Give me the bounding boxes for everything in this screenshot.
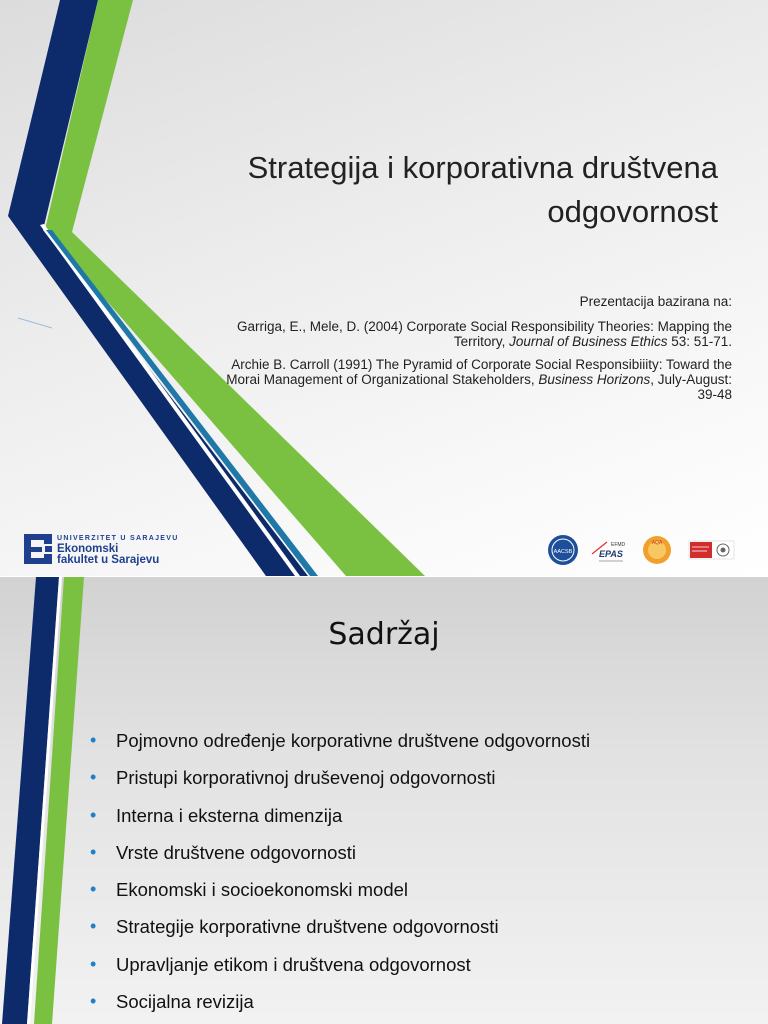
bullet-icon: •: [90, 953, 97, 974]
list-item: [90, 722, 590, 759]
faculty-logo-icon: [24, 534, 52, 564]
certification-logo: [689, 541, 734, 559]
aqa-logo: [643, 536, 671, 564]
references: [212, 294, 732, 410]
list-item: [90, 797, 590, 834]
decor-line: [18, 318, 52, 328]
epas-logo: [592, 542, 626, 561]
list-item-text: Pristupi korporativnoj druševenoj odgovornosti: [116, 767, 496, 789]
aacsb-logo: [548, 535, 578, 565]
contents-slide: [0, 577, 768, 1024]
reference-1-tail: 53: 51-71.: [667, 334, 732, 349]
list-item-text: Pojmovno određenje korporativne društvene odgovornosti: [116, 730, 591, 751]
bullet-icon: •: [90, 804, 97, 825]
contents-list: [90, 722, 590, 1020]
svg-text:EFMD: EFMD: [611, 542, 626, 548]
logo-faculty-line2: fakultet u Sarajevu: [57, 553, 160, 566]
reference-2-text: Archie B. Carroll (1991) The Pyramid of Corporate Social Responsibiiity: Toward the Morai Management of Organizational Stakeholders,: [226, 357, 732, 387]
list-item: [90, 983, 590, 1020]
bullet-icon: •: [90, 916, 97, 937]
title-line-2: odgovornost: [547, 194, 718, 229]
list-item-text: Interna i eksterna dimenzija: [116, 804, 343, 826]
list-item: [90, 946, 590, 983]
reference-2: [212, 357, 732, 402]
references-intro: Prezentacija bazirana na:: [579, 294, 732, 309]
svg-text:AQA: AQA: [651, 540, 663, 546]
reference-2-tail: , July-August: 39-48: [650, 372, 732, 402]
svg-text:EPAS: EPAS: [599, 549, 623, 559]
contents-title: Sadržaj: [328, 617, 440, 652]
list-item-text: Upravljanje etikom i društvena odgovornost: [116, 953, 471, 975]
bullet-icon: •: [90, 991, 97, 1012]
svg-text:AACSB: AACSB: [553, 549, 573, 555]
accreditation-logos: [547, 534, 737, 566]
list-item: [90, 908, 590, 945]
navy-stripe: [8, 0, 308, 576]
bullet-icon: •: [90, 730, 97, 750]
title-line-1: Strategija i korporativna društvena: [247, 150, 718, 185]
reference-2-journal: Business Horizons: [538, 372, 651, 387]
logo-university: UNIVERZITET U SARAJEVU: [57, 534, 179, 542]
bullet-icon: •: [90, 879, 97, 900]
list-item-text: Socijalna revizija: [116, 991, 254, 1013]
list-item-text: Ekonomski i socioekonomski model: [116, 879, 409, 901]
reference-1-journal: Journal of Business Ethics: [509, 334, 668, 349]
list-item: [90, 759, 590, 796]
list-item-text: Vrste društvene odgovornosti: [116, 841, 356, 863]
faculty-logo: [24, 531, 179, 567]
reference-1: [212, 319, 732, 349]
bullet-icon: •: [90, 767, 97, 788]
slide1-title: [158, 146, 718, 234]
reference-1-text: Garriga, E., Mele, D. (2004) Corporate Social Responsibility Theories: Mapping the Territory,: [237, 319, 732, 349]
logo-faculty-line1: Ekonomski: [57, 542, 119, 555]
list-item-text: Strategije korporativne društvene odgovornosti: [116, 916, 499, 938]
list-item: [90, 871, 590, 908]
bullet-icon: •: [90, 841, 97, 862]
list-item: [90, 834, 590, 871]
